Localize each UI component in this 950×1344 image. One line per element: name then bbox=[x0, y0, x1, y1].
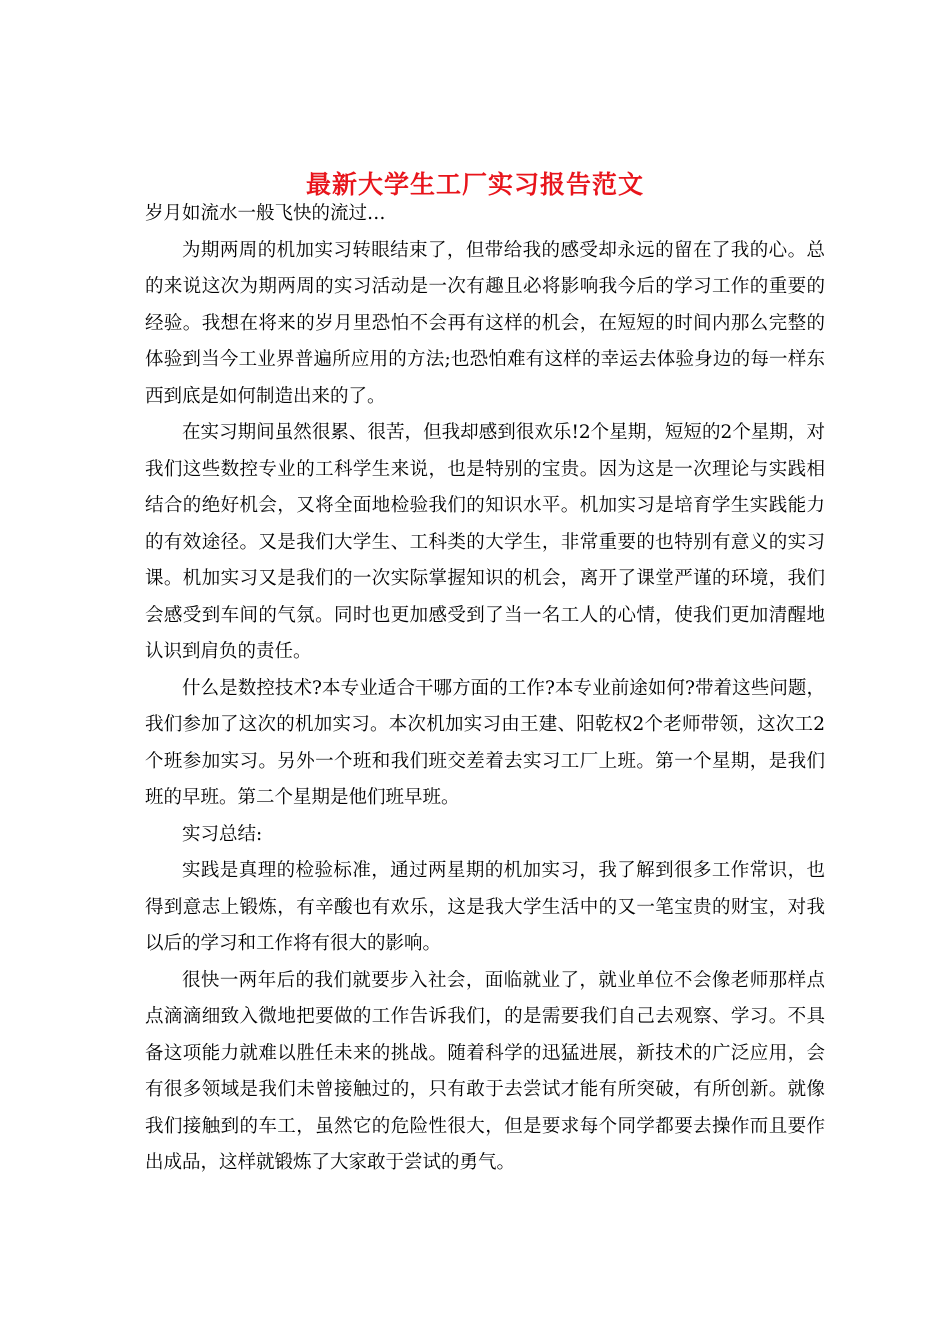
paragraph-3: 在实习期间虽然很累、很苦，但我却感到很欢乐!2个星期，短短的2个星期，对我们这些数控专业的工科学生来说，也是特别的宝贵。因为这是一次理论与实践相结合的绝好机会，又将全面地检验我们的知识水平。机加实习是培育学生实践能力的有效途径。又是我们大学生、工科类的大学生，非常重要的也特别有意义的实习课。机加实习又是我们的一次实际掌握知识的机会，离开了课堂严谨的环境，我们会感受到车间的气氛。同时也更加感受到了当一名工人的心情，使我们更加清醒地认识到肩负的责任。 bbox=[145, 422, 825, 662]
paragraph-5: 实习总结: bbox=[182, 823, 263, 845]
paragraph-6: 实践是真理的检验标准，通过两星期的机加实习，我了解到很多工作常识，也得到意志上锻炼，有辛酸也有欢乐，这是我大学生活中的又一笔宝贵的财宝，对我以后的学习和工作将有很大的影响。 bbox=[145, 860, 825, 954]
document-body bbox=[145, 196, 825, 1182]
paragraph-7: 很快一两年后的我们就要步入社会，面临就业了，就业单位不会像老师那样点点滴滴细致入微地把要做的工作告诉我们，的是需要我们自己去观察、学习。不具备这项能力就难以胜任未来的挑战。随着科学的迅猛进展，新技术的广泛应用，会有很多领域是我们未曾接触过的，只有敢于去尝试才能有所突破，有所创新。就像我们接触到的车工，虽然它的危险性很大，但是要求每个同学都要去操作而且要作出成品，这样就锻炼了大家敢于尝试的勇气。 bbox=[145, 969, 825, 1173]
paragraph-1: 岁月如流水一般飞快的流过… bbox=[145, 203, 386, 224]
document-title: 最新大学生工厂实习报告范文 bbox=[305, 169, 644, 199]
paragraph-4: 什么是数控技术?本专业适合干哪方面的工作?本专业前途如何?带着这些问题，我们参加了这次的机加实习。本次机加实习由王建、阳乾权2个老师带领，这次工2个班参加实习。另外一个班和我们班交差着去实习工厂上班。第一个星期，是我们班的早班。第二个星期是他们班早班。 bbox=[145, 677, 825, 808]
paragraph-2: 为期两周的机加实习转眼结束了，但带给我的感受却永远的留在了我的心。总的来说这次为期两周的实习活动是一次有趣且必将影响我今后的学习工作的重要的经验。我想在将来的岁月里恐怕不会再有这样的机会，在短短的时间内那么完整的体验到当今工业界普遍所应用的方法;也恐怕难有这样的幸运去体验身边的每一样东西到底是如何制造出来的了。 bbox=[145, 239, 825, 407]
